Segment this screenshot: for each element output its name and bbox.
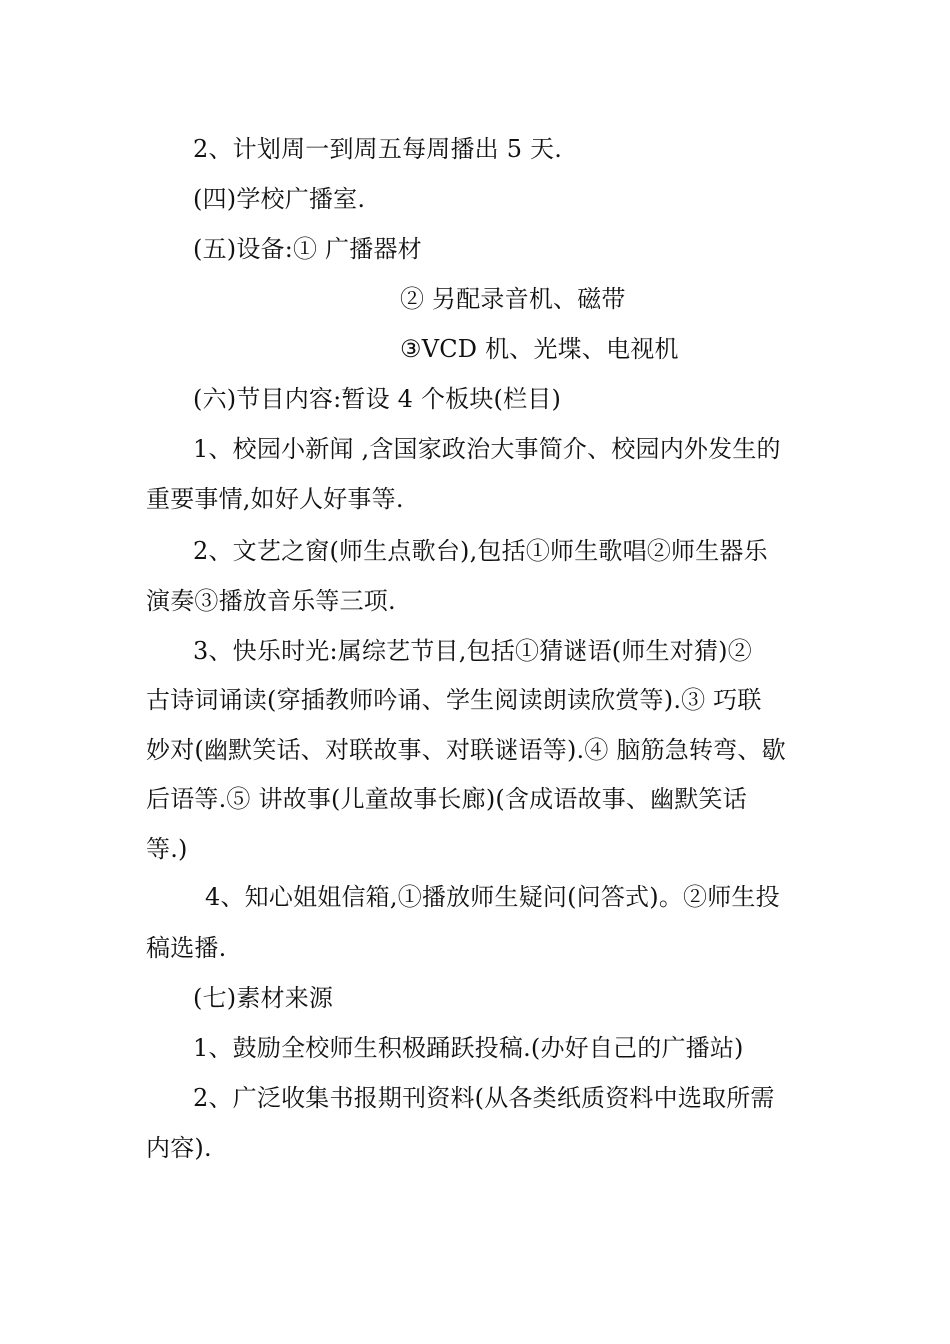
text-line-4: ② 另配录音机、磁带 (400, 285, 626, 313)
text-line-6: (六)节目内容:暂设 4 个板块(栏目) (193, 385, 562, 413)
text-line-11: 3、快乐时光:属综艺节目,包括①猜谜语(师生对猜)② (193, 637, 752, 665)
text-line-9: 2、文艺之窗(师生点歌台),包括①师生歌唱②师生器乐 (193, 537, 768, 565)
text-line-7: 1、校园小新闻 ,含国家政治大事简介、校园内外发生的 (193, 435, 781, 463)
text-line-21: 内容). (146, 1134, 212, 1162)
text-line-17: 稿选播. (146, 934, 227, 962)
text-line-14: 后语等.⑤ 讲故事(儿童故事长廊)(含成语故事、幽默笑话 (146, 785, 747, 813)
text-line-12: 古诗词诵读(穿插教师吟诵、学生阅读朗读欣赏等).③ 巧联 (146, 686, 762, 714)
text-line-16: 4、知心姐姐信箱,①播放师生疑问(问答式)。②师生投 (205, 883, 780, 911)
text-line-1: 2、计划周一到周五每周播出 5 天. (193, 135, 563, 163)
text-line-2: (四)学校广播室. (193, 185, 366, 213)
text-line-15: 等.) (146, 835, 188, 863)
text-line-18: (七)素材来源 (193, 984, 334, 1012)
text-line-13: 妙对(幽默笑话、对联故事、对联谜语等).④ 脑筋急转弯、歇 (146, 736, 786, 764)
text-line-20: 2、广泛收集书报期刊资料(从各类纸质资料中选取所需 (193, 1084, 775, 1112)
text-line-8: 重要事情,如好人好事等. (146, 485, 404, 513)
text-line-19: 1、鼓励全校师生积极踊跃投稿.(办好自己的广播站) (193, 1034, 744, 1062)
text-line-3: (五)设备:① 广播器材 (193, 235, 422, 263)
text-line-10: 演奏③播放音乐等三项. (146, 587, 396, 615)
text-line-5: ③VCD 机、光堞、电视机 (400, 335, 679, 363)
